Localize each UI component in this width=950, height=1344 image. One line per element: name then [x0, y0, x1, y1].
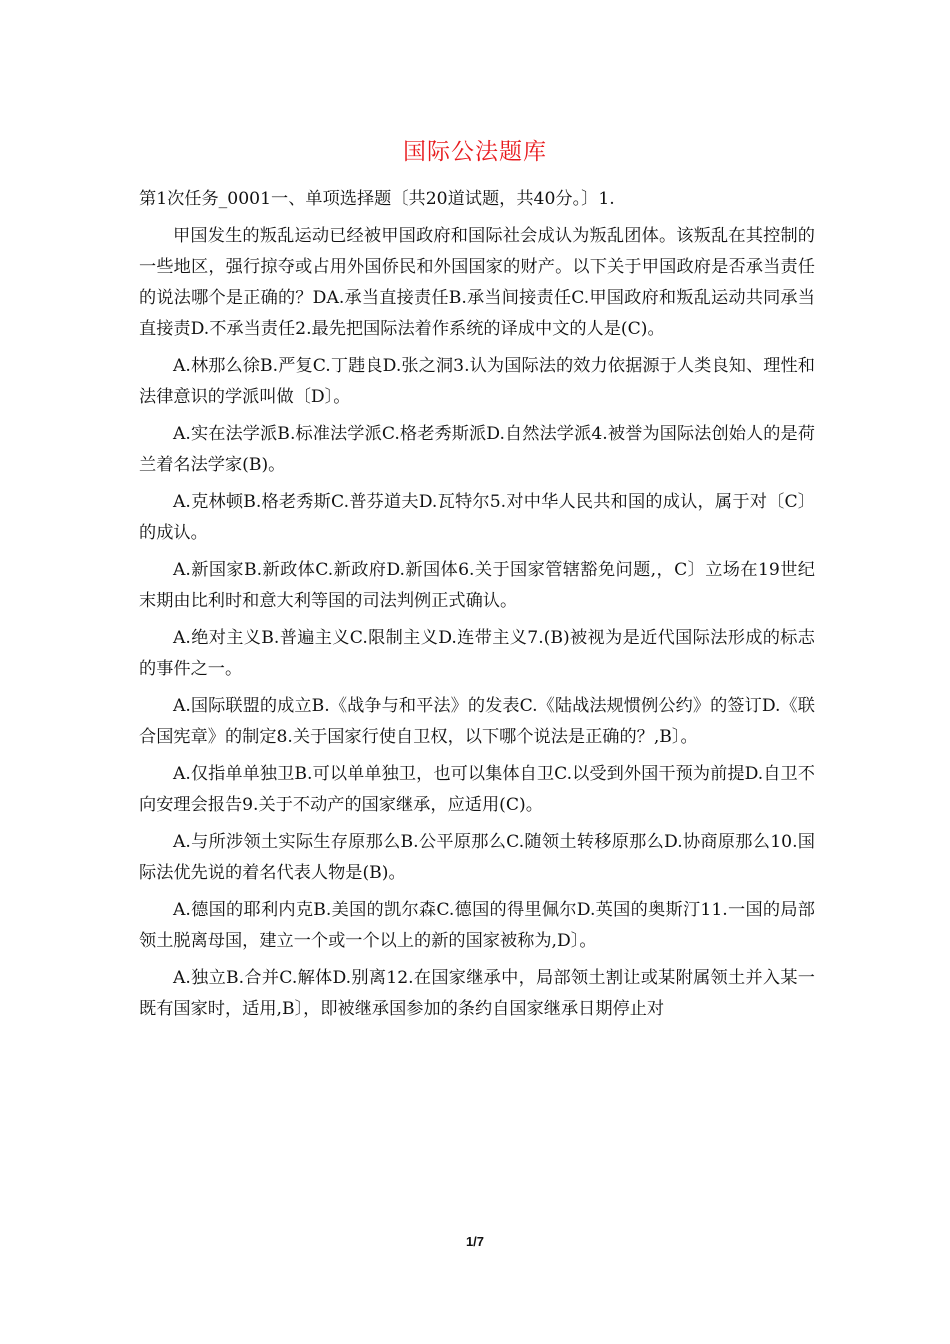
paragraph: A.林那么徐B.严复C.丁韪良D.张之洞3.认为国际法的效力依据源于人类良知、理性和法律意识的学派叫做〔D〕。 [139, 356, 815, 407]
paragraph: 第1次任务_0001一、单项选择题〔共20道试题，共40分。〕1. [139, 189, 615, 209]
paragraph: A.独立B.合并C.解体D.别离12.在国家继承中，局部领土割让或某附属领土并入某一既有国家时，适用,B〕，即被继承国参加的条约自国家继承日期停止对 [139, 968, 815, 1019]
paragraph: A.新国家B.新政体C.新政府D.新国体6.关于国家管辖豁免问题,，C〕立场在19世纪末期由比利时和意大利等国的司法判例正式确认。 [139, 560, 815, 611]
paragraph: A.克林顿B.格老秀斯C.普芬道夫D.瓦特尔5.对中华人民共和国的成认，属于对〔C〕的成认。 [139, 492, 815, 543]
document-body [139, 184, 815, 1031]
paragraph: A.与所涉领土实际生存原那么B.公平原那么C.随领土转移原那么D.协商原那么10.国际法优先说的着名代表人物是(B)。 [139, 832, 815, 883]
page-number: 1/7 [465, 1234, 485, 1249]
document-title: 国际公法题库 [403, 139, 547, 165]
paragraph: A.仅指单单独卫B.可以单单独卫，也可以集体自卫C.以受到外国干预为前提D.自卫不向安理会报告9.关于不动产的国家继承，应适用(C)。 [139, 764, 815, 815]
paragraph: A.德国的耶利内克B.美国的凯尔森C.德国的得里佩尔D.英国的奥斯汀11.一国的局部领土脱离母国，建立一个或一个以上的新的国家被称为,D〕。 [139, 900, 815, 951]
paragraph: A.绝对主义B.普遍主义C.限制主义D.连带主义7.(B)被视为是近代国际法形成的标志的事件之一。 [139, 628, 815, 679]
paragraph: A.实在法学派B.标准法学派C.格老秀斯派D.自然法学派4.被誉为国际法创始人的是荷兰着名法学家(B)。 [139, 424, 815, 475]
paragraph: 甲国发生的叛乱运动已经被甲国政府和国际社会成认为叛乱团体。该叛乱在其控制的一些地区，强行掠夺或占用外国侨民和外国国家的财产。以下关于甲国政府是否承当责任的说法哪个是正确的？DA.承当直接责任B.承当间接责任C.甲国政府和叛乱运动共同承当直接责D.不承当责任2.最先把国际法着作系统的译成中文的人是(C)。 [139, 226, 815, 339]
paragraph: A.国际联盟的成立B.《战争与和平法》的发表C.《陆战法规惯例公约》的签订D.《联合国宪章》的制定8.关于国家行使自卫权，以下哪个说法是正确的？,B〕。 [139, 696, 815, 747]
